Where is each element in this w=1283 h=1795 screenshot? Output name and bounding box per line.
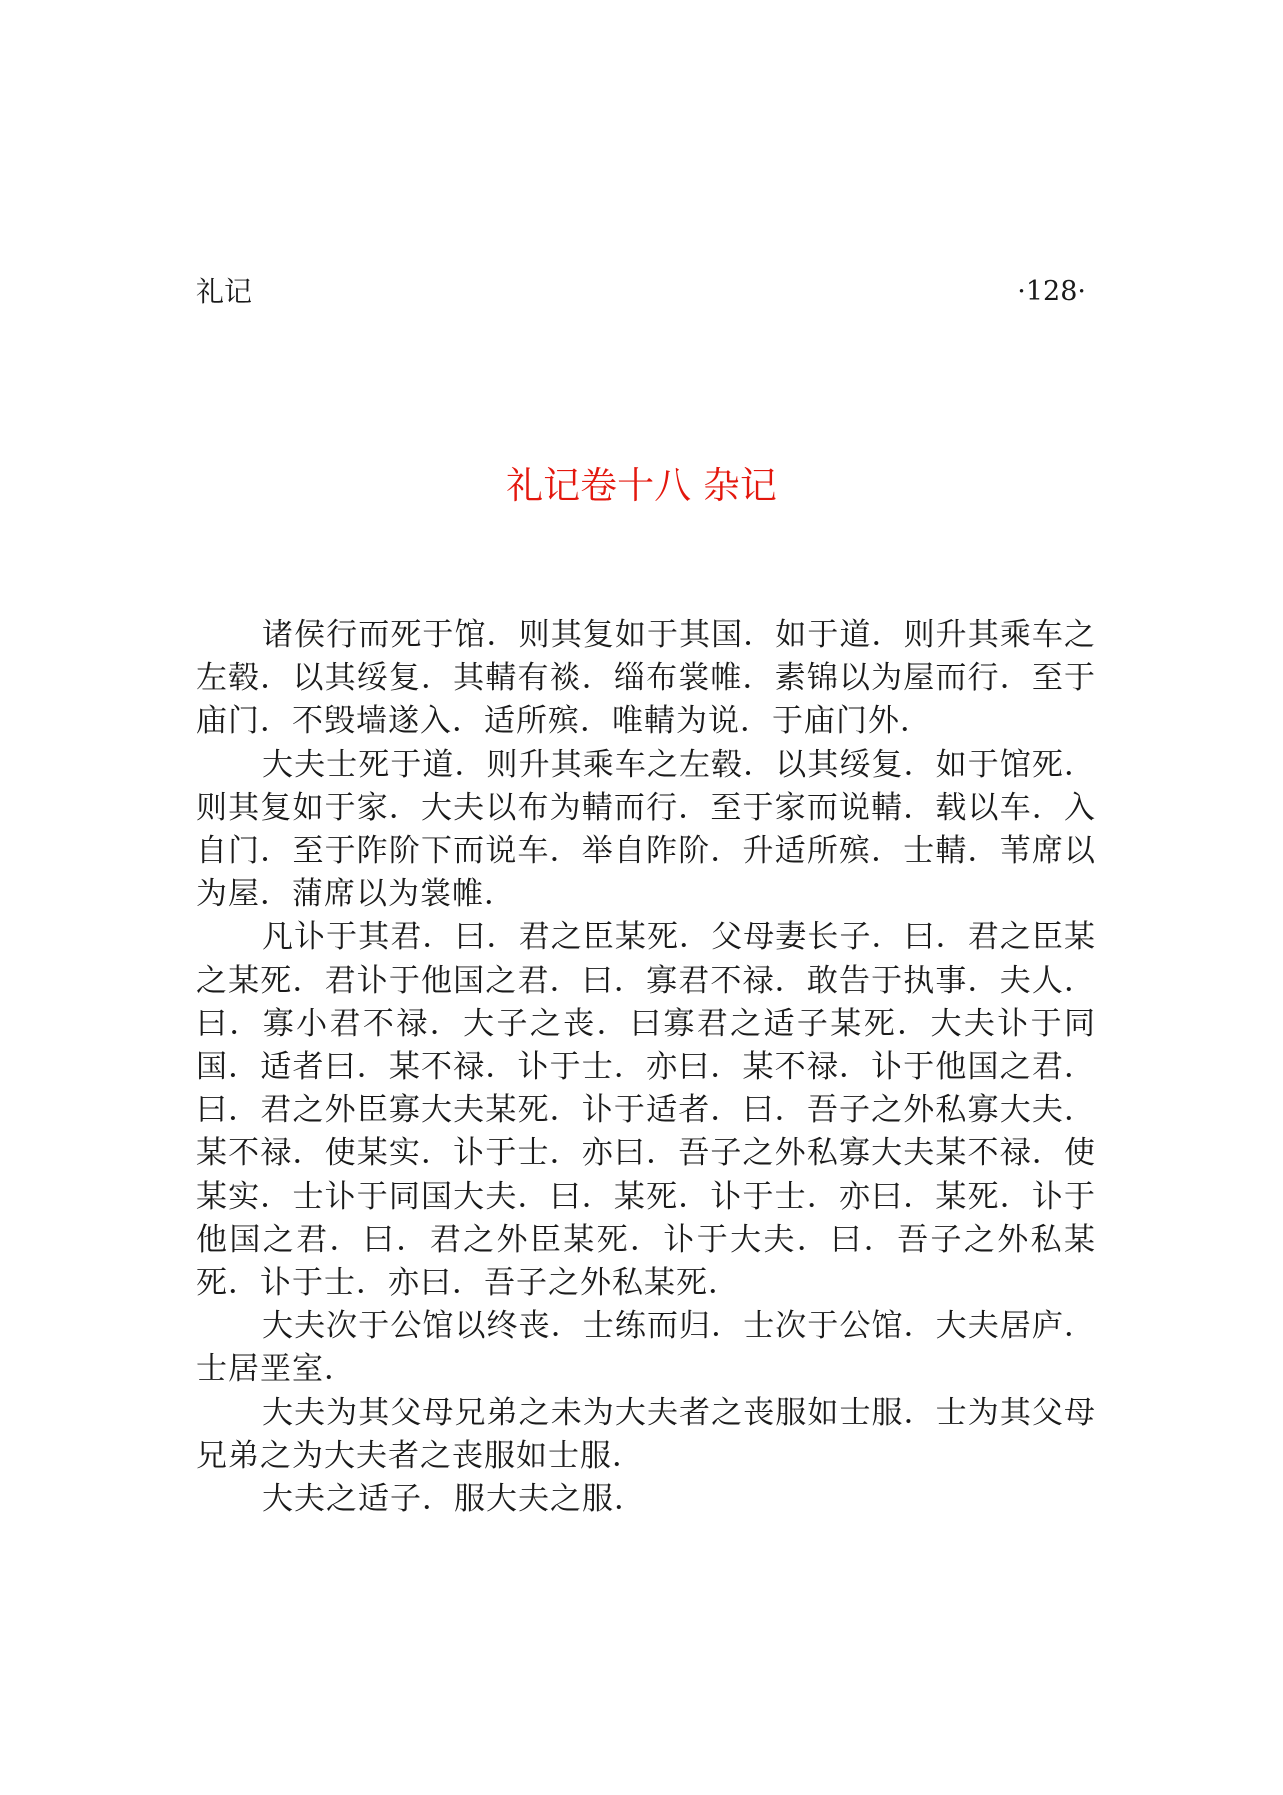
book-title: 礼记: [196, 275, 253, 308]
body-text: [196, 614, 1096, 1521]
paragraph: 大夫为其父母兄弟之未为大夫者之丧服如士服．士为其父母兄弟之为大夫者之丧服如士服．: [196, 1394, 1096, 1474]
paragraph: 大夫士死于道．则升其乘车之左毂．以其绥复．如于馆死．则其复如于家．大夫以布为輤而行．至于家而说輤．载以车．入自门．至于阼阶下而说车．举自阼阶．升适所殡．士輤．苇席以为屋．蒲席以为裳帷．: [196, 746, 1096, 913]
paragraph: 凡讣于其君．曰．君之臣某死．父母妻长子．曰．君之臣某之某死．君讣于他国之君．曰．寡君不禄．敢告于执事．夫人．曰．寡小君不禄．大子之丧．曰寡君之适子某死．大夫讣于同国．适者曰．某不禄．讣于士．亦曰．某不禄．讣于他国之君．曰．君之外臣寡大夫某死．讣于适者．曰．吾子之外私寡大夫．某不禄．使某实．讣于士．亦曰．吾子之外私寡大夫某不禄．使某实．士讣于同国大夫．曰．某死．讣于士．亦曰．某死．讣于他国之君．曰．君之外臣某死．讣于大夫．曰．吾子之外私某死．讣于士．亦曰．吾子之外私某死．: [196, 919, 1096, 1302]
running-header: [196, 272, 1086, 312]
paragraph: 诸侯行而死于馆．则其复如于其国．如于道．则升其乘车之左毂．以其绥复．其輤有裧．缁布裳帷．素锦以为屋而行．至于庙门．不毁墙遂入．适所殡．唯輤为说．于庙门外．: [196, 617, 1096, 740]
page-number: ·128·: [1017, 276, 1086, 307]
paragraph: 大夫之适子．服大夫之服．: [262, 1481, 646, 1518]
chapter-title: 礼记卷十八 杂记: [506, 464, 777, 507]
paragraph: 大夫次于公馆以终丧．士练而归．士次于公馆．大夫居庐．士居垩室．: [196, 1308, 1096, 1388]
